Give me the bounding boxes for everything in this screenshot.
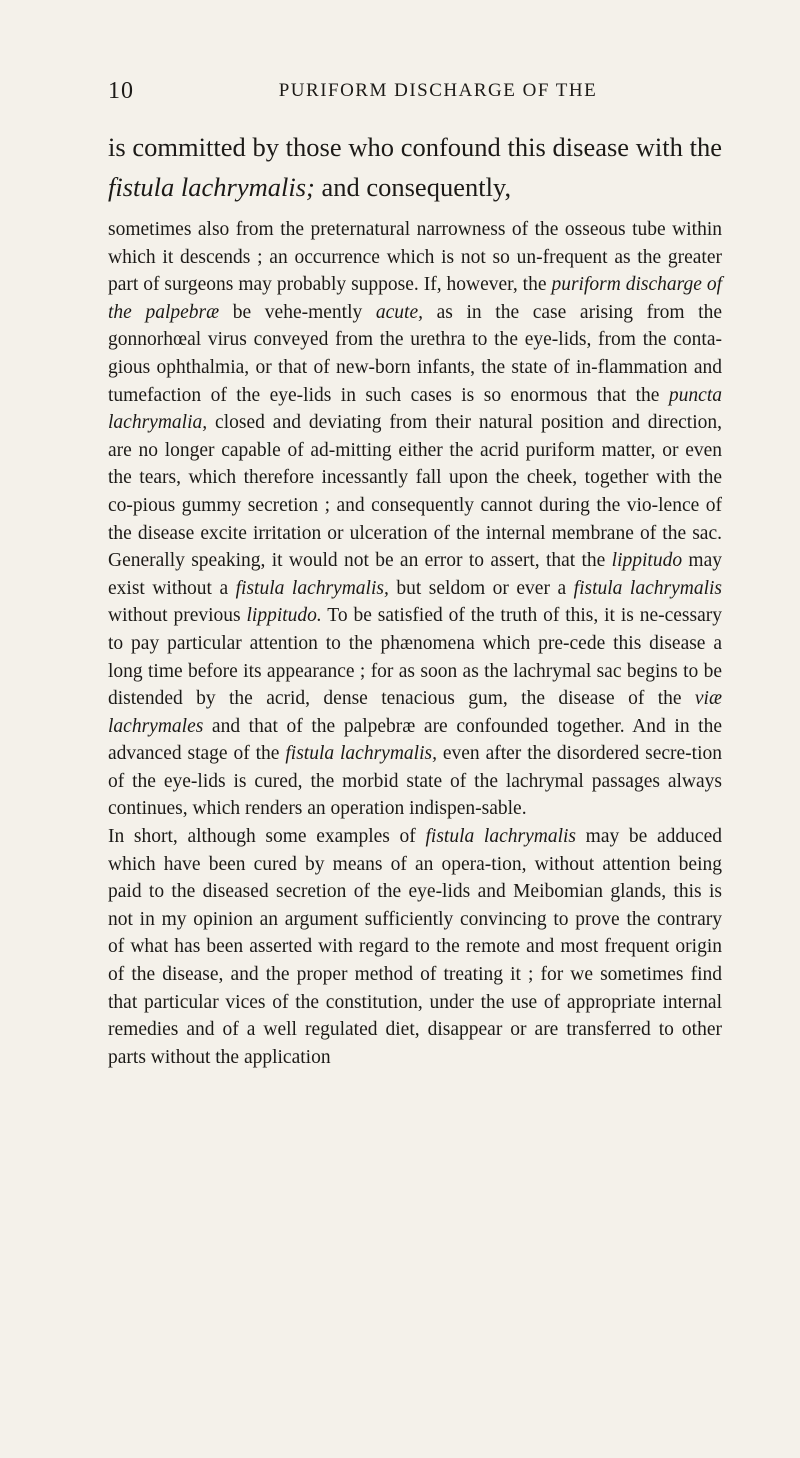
p1-italic-9: fistula lachrymalis,: [285, 743, 437, 765]
p1-text-4: closed and deviating from their natural position and direction, are no longer capable of ad-mitting either the acrid puriform matter, or even the tears, which therefore incessantly fall upon the cheek, together with the co-pious gummy secretion ; and consequently cannot during the vio-lence of the disease excite irritation or ulceration of the internal membrane of the sac. Generally speaking, it would not be an error to assert, that the: [108, 412, 722, 572]
running-head: [108, 78, 728, 108]
lead-italic-1: fistula lachrymalis;: [108, 172, 315, 202]
p1-text-5: may exist without a: [108, 550, 722, 599]
page-number: 10: [108, 78, 134, 104]
paragraph-2: [108, 823, 722, 1071]
p1-text-8: To be satisfied of the truth of this, it is ne-cessary to pay particular attention to the phænomena which pre-cede this disease a long time before its appearance ; for as soon as the lachrymal sac begins to be distended by the acrid, dense tenacious gum, the disease of the: [108, 605, 722, 710]
p2-text-2: may be adduced which have been cured by means of an opera-tion, without attention being paid to the diseased secretion of the eye-lids and Meibomian glands, this is not in my opinion an argument sufficiently convincing to prove the contrary of what has been asserted with regard to the remote and most frequent origin of the disease, and the proper method of treating it ; for we sometimes find that particular vices of the constitution, under the use of appropriate internal remedies and of a well regulated diet, disappear or are transferred to other parts without the application: [108, 826, 722, 1068]
p1-text-1: sometimes also from the preternatural narrowness of the osseous tube within which it descends ; an occurrence which is not so un-frequent as the greater part of surgeons may probably suppose. If, however, the: [108, 219, 722, 296]
p1-italic-4: lippitudo: [611, 550, 683, 572]
p1-text-9: and that of the palpebræ are confounded together. And in the advanced stage of the: [108, 715, 722, 765]
p1-italic-6: fistula lachrymalis: [573, 577, 723, 599]
lead-text-2: and consequently,: [314, 172, 512, 202]
p1-text-6: but seldom or ever a: [388, 577, 574, 599]
lead-text: [108, 127, 722, 207]
running-title: PURIFORM DISCHARGE OF THE: [278, 80, 598, 101]
p1-italic-8: viæ lachrymales: [108, 688, 722, 737]
p1-text-10: even after the disordered secre-tion of the eye-lids is cured, the morbid state of the lachrymal passages always continues, which renders an operation indispen-sable.: [108, 743, 722, 820]
p2-italic-1: fistula lachrymalis: [425, 826, 576, 848]
p2-text-1: In short, although some examples of: [108, 826, 426, 848]
p1-italic-5: fistula lachrymalis,: [235, 577, 389, 599]
p1-text-7: without previous: [108, 605, 247, 627]
p1-italic-7: lippitudo.: [246, 605, 322, 627]
p1-italic-3: puncta lachrymalia,: [108, 384, 722, 434]
p1-italic-1: puriform discharge of the palpebræ: [108, 274, 722, 323]
p1-text-2: be vehe-mently: [219, 301, 376, 323]
paragraph-1: [108, 216, 722, 823]
p1-italic-2: acute,: [375, 301, 423, 323]
lead-text-1: is committed by those who confound this disease with the: [108, 132, 722, 162]
p1-text-3: as in the case arising from the gonnorhœal virus conveyed from the urethra to the eye-lids, from the conta-gious ophthalmia, or that of new-born infants, the state of in-flammation and tumefaction of the eye-lids in such cases is so enormous that the: [108, 301, 722, 406]
body-text: [108, 216, 722, 1071]
